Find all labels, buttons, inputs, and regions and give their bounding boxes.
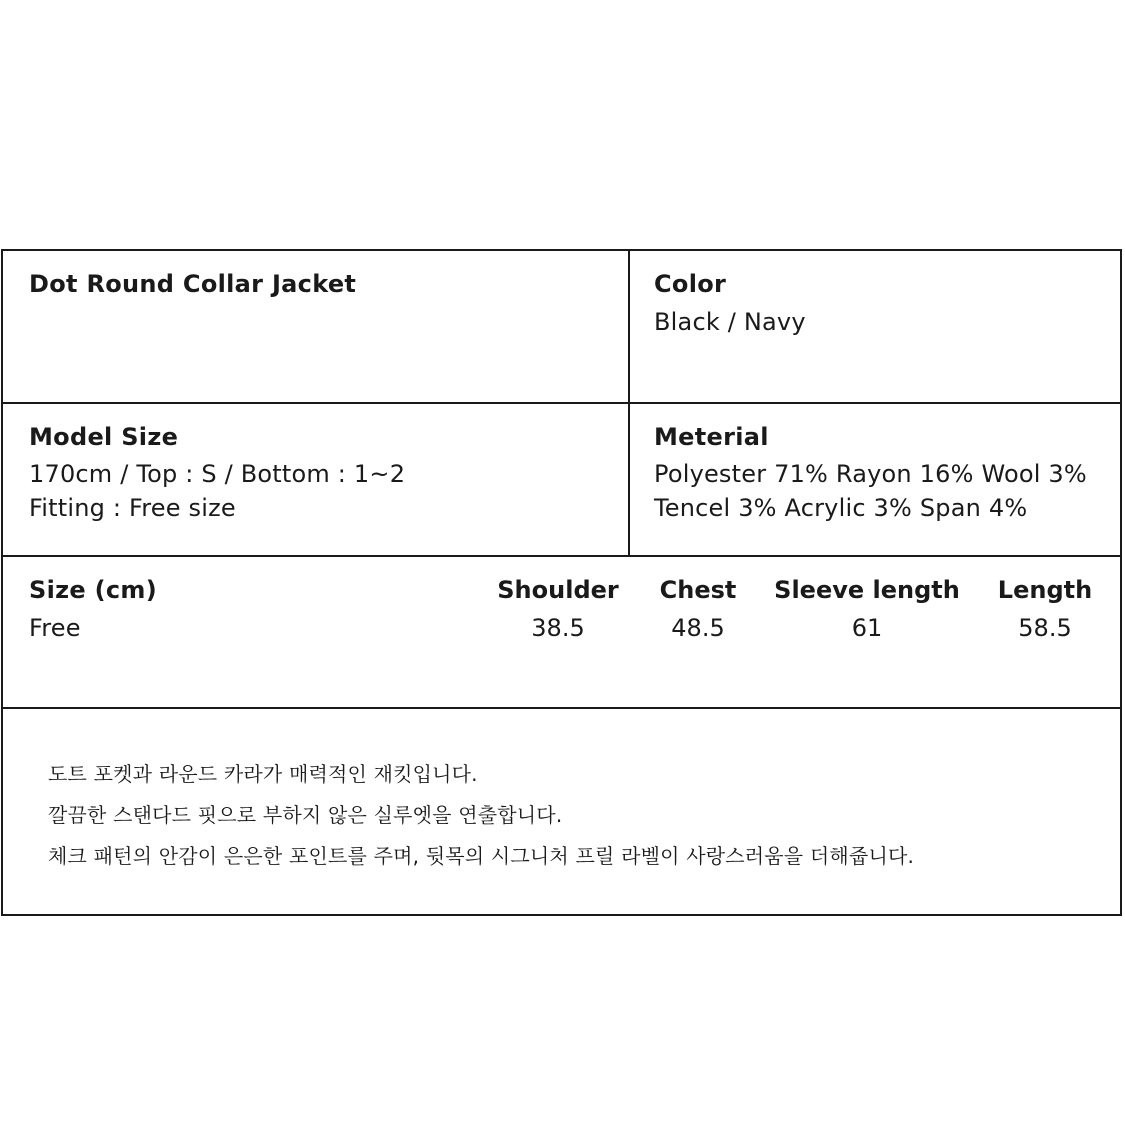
product-name-cell (29, 251, 619, 402)
color-heading: Color (654, 270, 727, 298)
model-size-line: 170cm / Top : S / Bottom : 1~2 (29, 460, 406, 488)
size-value-shoulder: 38.5 (531, 614, 585, 642)
material-line-1: Polyester 71% Rayon 16% Wool 3% (654, 460, 1087, 488)
material-heading: Meterial (654, 423, 769, 451)
size-value-length: 58.5 (1018, 614, 1072, 642)
product-info-sheet (1, 249, 1122, 916)
info-row-name-color (3, 251, 1120, 404)
material-cell (654, 404, 1114, 555)
description-line-2: 깔끔한 스탠다드 핏으로 부하지 않은 실루엣을 연출합니다. (48, 803, 563, 827)
size-label: Free (29, 614, 81, 642)
column-divider (628, 251, 630, 402)
product-name: Dot Round Collar Jacket (29, 270, 357, 298)
description-line-1: 도트 포켓과 라운드 카라가 매력적인 재킷입니다. (48, 762, 478, 786)
size-value-sleeve-length: 61 (851, 614, 883, 642)
size-column-length: Length (997, 576, 1093, 604)
size-value-chest: 48.5 (671, 614, 725, 642)
column-divider (628, 404, 630, 555)
description-line-3: 체크 패턴의 안감이 은은한 포인트를 주며, 뒷목의 시그니처 프릴 라벨이 사랑스러움을 더해줍니다. (48, 844, 915, 868)
model-size-heading: Model Size (29, 423, 179, 451)
color-cell (654, 251, 1114, 402)
info-row-model-material (3, 404, 1120, 557)
model-size-cell (29, 404, 619, 555)
material-line-2: Tencel 3% Acrylic 3% Span 4% (654, 494, 1028, 522)
color-value: Black / Navy (654, 308, 806, 336)
model-fitting-line: Fitting : Free size (29, 494, 236, 522)
size-table-row (3, 557, 1120, 709)
size-column-shoulder: Shoulder (497, 576, 619, 604)
size-table-heading: Size (cm) (29, 576, 157, 604)
size-column-chest: Chest (659, 576, 737, 604)
size-column-sleeve-length: Sleeve length (774, 576, 960, 604)
description-row (3, 709, 1120, 914)
